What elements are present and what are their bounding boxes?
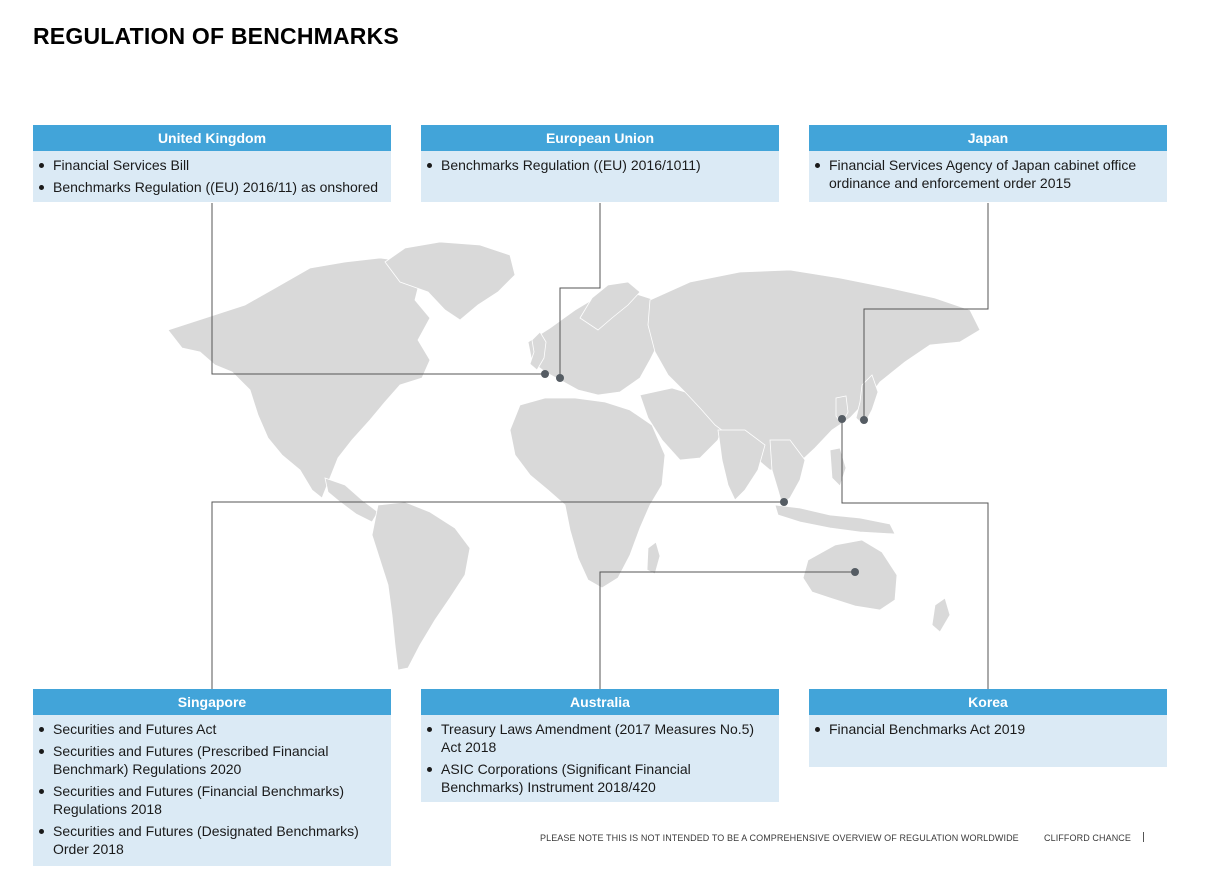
page-title: REGULATION OF BENCHMARKS: [33, 23, 399, 49]
region-header: European Union: [421, 125, 779, 151]
region-japan: [809, 125, 1167, 202]
list-item: Financial Services Agency of Japan cabinet office ordinance and enforcement order 2015: [829, 156, 1157, 192]
regulation-list: [809, 151, 1167, 202]
singapore-connector: [212, 502, 784, 689]
region-australia: [421, 689, 779, 802]
list-item: Securities and Futures (Financial Benchmarks) Regulations 2018: [53, 782, 381, 818]
indonesia-land: [775, 505, 895, 534]
africa-land: [510, 398, 665, 588]
new-zealand-land: [932, 598, 950, 632]
regulation-list: [33, 151, 391, 206]
australia-marker: [851, 568, 859, 576]
singapore-marker: [780, 498, 788, 506]
list-item: Securities and Futures (Prescribed Financial Benchmark) Regulations 2020: [53, 742, 381, 778]
list-item: Securities and Futures (Designated Benchmarks) Order 2018: [53, 822, 381, 858]
japan-marker: [860, 416, 868, 424]
madagascar-land: [647, 542, 660, 574]
list-item: Financial Benchmarks Act 2019: [829, 720, 1157, 738]
list-item: Treasury Laws Amendment (2017 Measures No.5) Act 2018: [441, 720, 769, 756]
brand-name: CLIFFORD CHANCE: [1044, 833, 1132, 843]
regulation-list: [421, 715, 779, 806]
disclaimer-note: PLEASE NOTE THIS IS NOT INTENDED TO BE A COMPREHENSIVE OVERVIEW OF REGULATION WORLDWIDE: [540, 833, 1019, 843]
list-item: Benchmarks Regulation ((EU) 2016/11) as onshored: [53, 178, 381, 196]
uk-marker: [541, 370, 549, 378]
region-singapore: [33, 689, 391, 866]
land-masses: [168, 242, 980, 670]
region-european-union: [421, 125, 779, 202]
india-land: [718, 430, 765, 500]
australia-land: [803, 540, 897, 610]
list-item: Benchmarks Regulation ((EU) 2016/1011): [441, 156, 769, 174]
north-america-land: [168, 258, 430, 498]
list-item: Securities and Futures Act: [53, 720, 381, 738]
philippines-land: [830, 448, 846, 486]
regulation-list: [33, 715, 391, 868]
list-item: ASIC Corporations (Significant Financial Benchmarks) Instrument 2018/420: [441, 760, 769, 796]
eu-marker: [556, 374, 564, 382]
region-header: Singapore: [33, 689, 391, 715]
korea-marker: [838, 415, 846, 423]
central-america-land: [325, 478, 378, 522]
region-header: Korea: [809, 689, 1167, 715]
regulation-list: [809, 715, 1167, 748]
list-item: Financial Services Bill: [53, 156, 381, 174]
region-header: United Kingdom: [33, 125, 391, 151]
region-header: Australia: [421, 689, 779, 715]
region-korea: [809, 689, 1167, 767]
region-united-kingdom: [33, 125, 391, 202]
footer-divider: [1143, 832, 1144, 842]
regulation-list: [421, 151, 779, 184]
region-header: Japan: [809, 125, 1167, 151]
south-america-land: [372, 502, 470, 670]
